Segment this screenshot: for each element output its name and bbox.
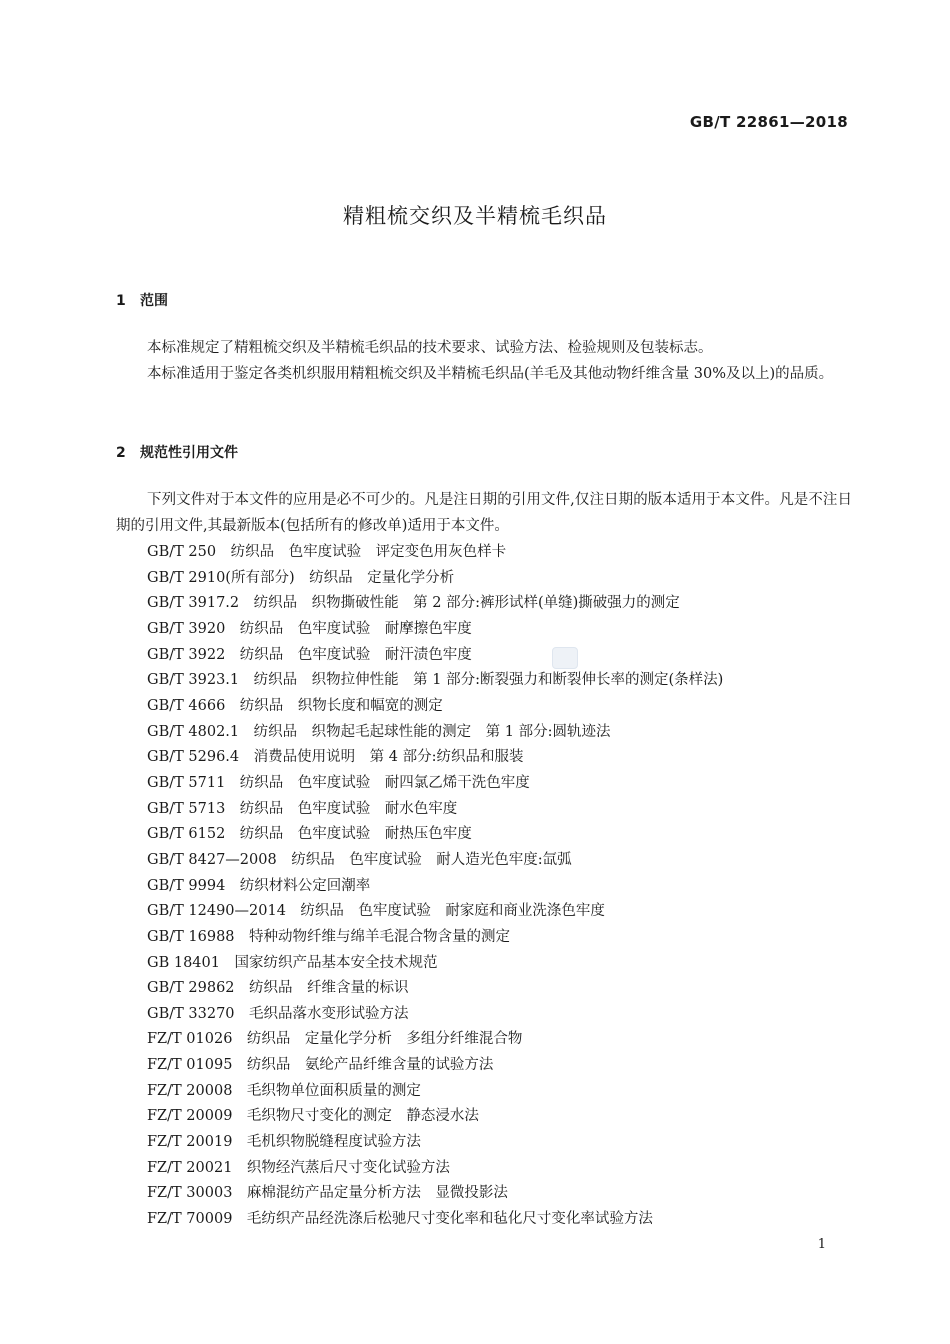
reference-item: GB/T 5713 纺织品 色牢度试验 耐水色牢度	[147, 800, 458, 817]
reference-item: FZ/T 20009 毛织物尺寸变化的测定 静态浸水法	[147, 1108, 479, 1125]
standard-number: GB/T 22861—2018	[689, 113, 848, 131]
reference-item: GB/T 3923.1 纺织品 织物拉伸性能 第 1 部分:断裂强力和断裂伸长率的测定(条样法)	[147, 672, 724, 689]
section-1-heading	[116, 290, 168, 310]
section-title: 范围	[140, 293, 168, 309]
section-title: 规范性引用文件	[140, 445, 238, 461]
reference-item: FZ/T 20008 毛织物单位面积质量的测定	[147, 1082, 421, 1099]
reference-item: GB/T 3920 纺织品 色牢度试验 耐摩擦色牢度	[147, 620, 472, 637]
reference-item: GB/T 29862 纺织品 纤维含量的标识	[147, 980, 409, 997]
reference-item: FZ/T 01095 纺织品 氨纶产品纤维含量的试验方法	[147, 1057, 494, 1074]
reference-item: FZ/T 30003 麻棉混纺产品定量分析方法 显微投影法	[147, 1185, 508, 1202]
section-1-body	[116, 336, 852, 387]
paragraph: 本标准规定了精粗梳交织及半精梳毛织品的技术要求、试验方法、检验规则及包装标志。	[147, 340, 713, 356]
reference-item: GB/T 4666 纺织品 织物长度和幅宽的测定	[147, 697, 443, 714]
reference-item: GB/T 2910(所有部分) 纺织品 定量化学分析	[147, 569, 455, 586]
reference-item: FZ/T 01026 纺织品 定量化学分析 多组分纤维混合物	[147, 1031, 523, 1048]
page-number: 1	[817, 1237, 826, 1252]
reference-item: GB 18401 国家纺织产品基本安全技术规范	[147, 954, 438, 971]
paragraph: 下列文件对于本文件的应用是必不可少的。凡是注日期的引用文件,仅注日期的版本适用于本文件。凡是不注日期的引用文件,其最新版本(包括所有的修改单)适用于本文件。	[116, 492, 852, 534]
document-title: 精粗梳交织及半精梳毛织品	[343, 204, 607, 228]
section-number: 2	[116, 445, 126, 461]
reference-item: GB/T 9994 纺织材料公定回潮率	[147, 877, 371, 894]
reference-item: GB/T 4802.1 纺织品 织物起毛起球性能的测定 第 1 部分:圆轨迹法	[147, 723, 611, 740]
paragraph: 本标准适用于鉴定各类机织服用精粗梳交织及半精梳毛织品(羊毛及其他动物纤维含量 30%及以上)的品质。	[147, 365, 834, 382]
reference-item: GB/T 5711 纺织品 色牢度试验 耐四氯乙烯干洗色牢度	[147, 774, 530, 791]
section-number: 1	[116, 293, 126, 309]
reference-item: GB/T 16988 特种动物纤维与绵羊毛混合物含量的测定	[147, 928, 511, 945]
reference-item: GB/T 3917.2 纺织品 织物撕破性能 第 2 部分:裤形试样(单缝)撕破强力的测定	[147, 595, 680, 612]
reference-item: GB/T 6152 纺织品 色牢度试验 耐热压色牢度	[147, 826, 472, 843]
reference-item: GB/T 5296.4 消费品使用说明 第 4 部分:纺织品和服装	[147, 749, 524, 766]
reference-list	[147, 540, 723, 1233]
reference-item: FZ/T 20021 织物经汽蒸后尺寸变化试验方法	[147, 1159, 450, 1176]
reference-item: GB/T 250 纺织品 色牢度试验 评定变色用灰色样卡	[147, 544, 507, 560]
reference-item: FZ/T 70009 毛纺织产品经洗涤后松驰尺寸变化率和毡化尺寸变化率试验方法	[147, 1211, 653, 1228]
reference-item: GB/T 12490—2014 纺织品 色牢度试验 耐家庭和商业洗涤色牢度	[147, 903, 605, 920]
section-2-body	[116, 488, 852, 539]
section-2-heading	[116, 442, 238, 462]
reference-item: GB/T 8427—2008 纺织品 色牢度试验 耐人造光色牢度:氙弧	[147, 851, 572, 868]
reference-item: FZ/T 20019 毛机织物脱缝程度试验方法	[147, 1134, 421, 1151]
reference-item: GB/T 33270 毛织品落水变形试验方法	[147, 1005, 409, 1022]
reference-item: GB/T 3922 纺织品 色牢度试验 耐汗渍色牢度	[147, 646, 472, 663]
